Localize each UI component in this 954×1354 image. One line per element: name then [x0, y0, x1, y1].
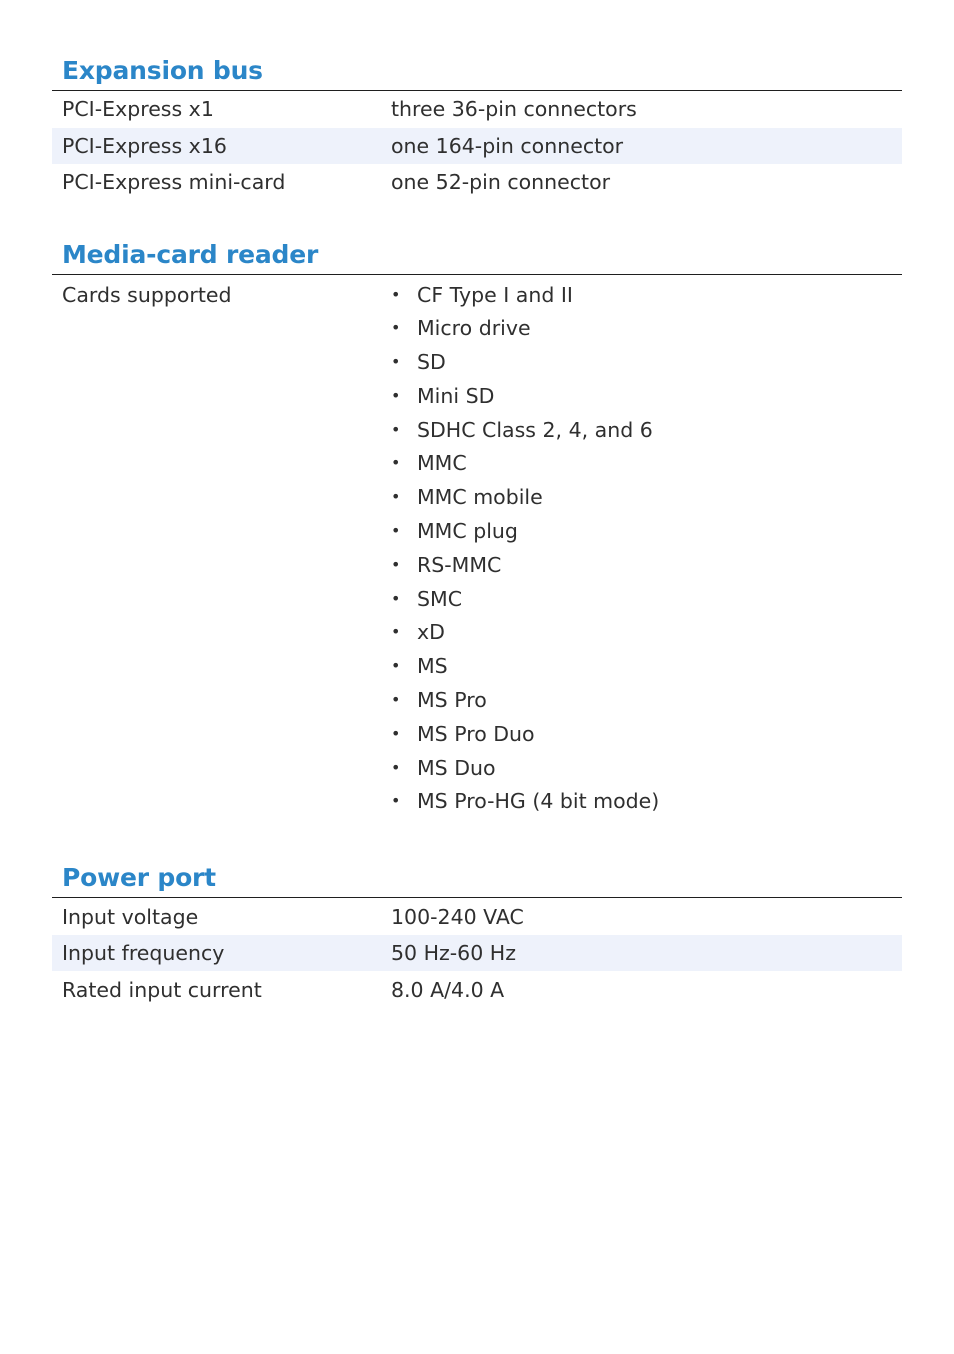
row-value: 50 Hz-60 Hz [391, 941, 516, 965]
list-item: • MS [391, 651, 659, 685]
list-item: • MS Pro Duo [391, 719, 659, 753]
bullet-icon: • [391, 690, 401, 710]
list-item: • MMC plug [391, 516, 659, 550]
bullet-icon: • [391, 622, 401, 642]
section-title-power-port: Power port [62, 863, 216, 893]
list-item: • MS Pro [391, 685, 659, 719]
row-label: Cards supported [62, 282, 232, 307]
bullet-icon: • [391, 757, 401, 777]
list-item: • SMC [391, 584, 659, 618]
bullet-icon: • [391, 723, 401, 743]
list-item: • SD [391, 347, 659, 381]
bullet-icon: • [391, 554, 401, 574]
bullet-icon: • [391, 791, 401, 811]
bullet-icon: • [391, 656, 401, 676]
list-item: • Micro drive [391, 313, 659, 347]
section-title-media-card-reader: Media-card reader [62, 239, 319, 269]
list-item: • xD [391, 617, 659, 651]
spec-page [52, 55, 902, 1046]
power-port-section [52, 862, 902, 1008]
list-item: • MS Duo [391, 753, 659, 787]
bullet-icon: • [391, 352, 401, 372]
row-label: PCI-Express x1 [62, 97, 214, 122]
list-item: • RS-MMC [391, 550, 659, 584]
table-row [52, 898, 902, 935]
row-label: PCI-Express mini-card [62, 170, 286, 195]
row-value: 100-240 VAC [391, 904, 524, 929]
row-label: PCI-Express x16 [62, 133, 227, 158]
table-row [52, 275, 902, 821]
section-title-expansion-bus: Expansion bus [62, 56, 263, 85]
table-row [52, 935, 902, 972]
row-value: 8.0 A/4.0 A [391, 977, 505, 1002]
bullet-icon: • [391, 487, 401, 507]
bullet-icon: • [391, 453, 401, 473]
bullet-icon: • [391, 284, 401, 304]
table-row [52, 971, 902, 1008]
expansion-bus-section [52, 55, 902, 201]
table-row [52, 91, 902, 128]
cards-supported-list [382, 280, 659, 821]
row-value: one 164-pin connector [391, 133, 624, 158]
row-label: Rated input current [62, 977, 262, 1002]
list-item: • MMC [391, 448, 659, 482]
table-row [52, 164, 902, 201]
media-card-reader-section [52, 239, 902, 821]
list-item: • MMC mobile [391, 482, 659, 516]
bullet-icon: • [391, 419, 401, 439]
list-item: • Mini SD [391, 381, 659, 415]
row-value: three 36-pin connectors [391, 97, 637, 122]
list-item: • CF Type I and II [391, 280, 659, 314]
bullet-icon: • [391, 521, 401, 541]
bullet-icon: • [391, 318, 401, 338]
list-item: • SDHC Class 2, 4, and 6 [391, 415, 659, 449]
row-label: Input frequency [62, 941, 225, 965]
list-item: • MS Pro-HG (4 bit mode) [391, 786, 659, 820]
bullet-icon: • [391, 588, 401, 608]
row-label: Input voltage [62, 904, 199, 929]
row-value: one 52-pin connector [391, 170, 611, 195]
table-row [52, 128, 902, 165]
bullet-icon: • [391, 385, 401, 405]
